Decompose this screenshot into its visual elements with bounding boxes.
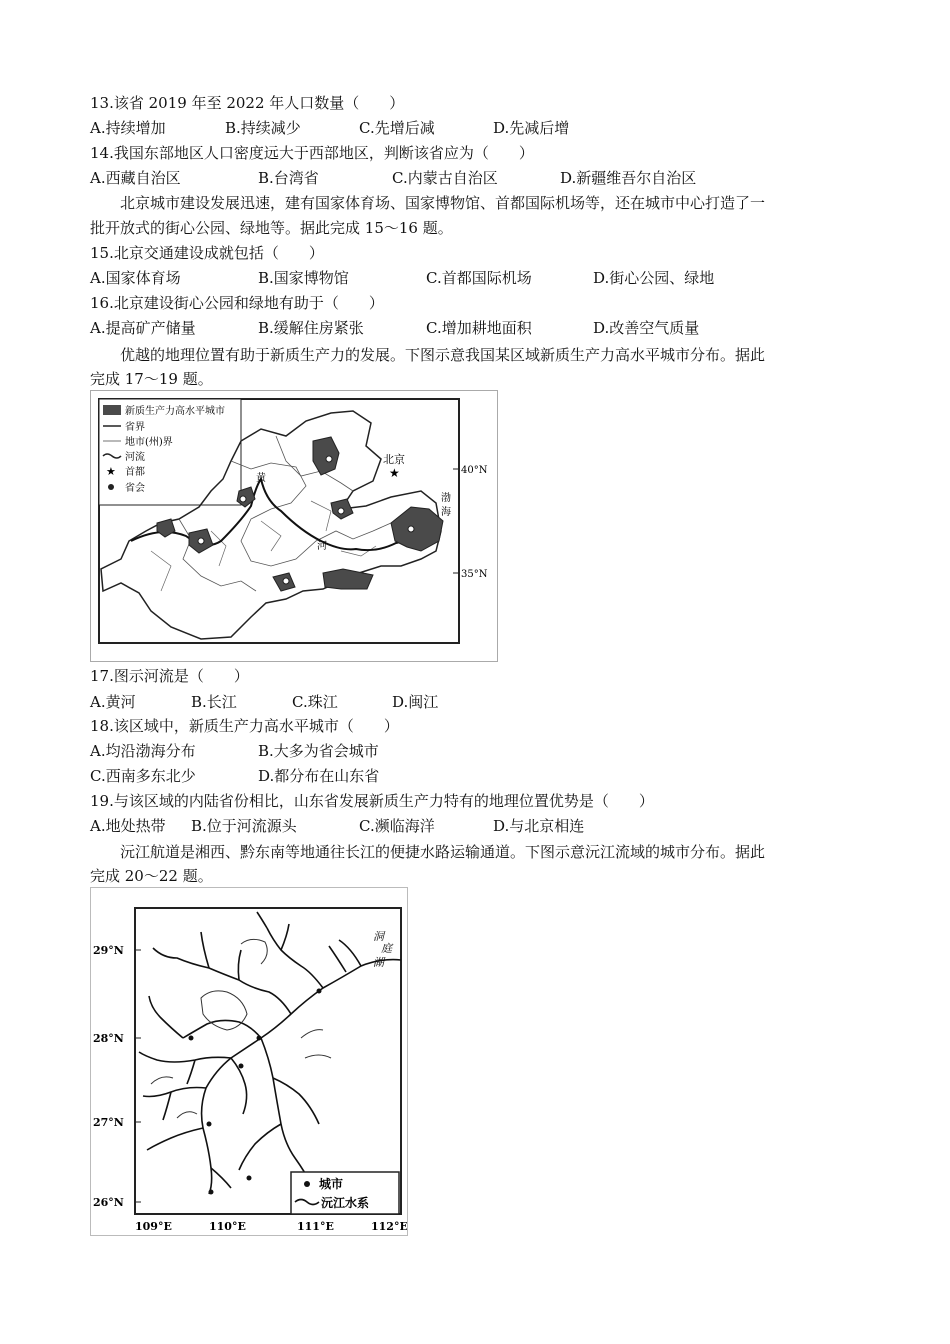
lon-112-label: 112°E [371, 1220, 407, 1233]
passage1-line2: 批开放式的街心公园、绿地等。据此完成 15～16 题。 [90, 219, 453, 237]
q15-option-c: C.首都国际机场 [426, 269, 532, 287]
q17-stem: 17.图示河流是（ ） [90, 667, 249, 685]
q13-option-c: C.先增后减 [359, 119, 435, 137]
q13-option-a: A.持续增加 [90, 119, 166, 137]
map1-legend [99, 399, 241, 505]
river-label-1: 黄 [256, 473, 266, 484]
q18-stem: 18.该区域中，新质生产力高水平城市（ ） [90, 717, 399, 735]
river-network [139, 912, 401, 1194]
legend-river: 河流 [125, 452, 145, 463]
q13-stem: 13.该省 2019 年至 2022 年人口数量（ ） [90, 94, 405, 112]
q15-option-d: D.街心公园、绿地 [593, 269, 715, 287]
q17-option-c: C.珠江 [292, 693, 338, 711]
river-label-2: 河 [317, 541, 327, 552]
q18-option-a: A.均沿渤海分布 [90, 742, 196, 760]
lake-label-1: 洞 [373, 930, 384, 943]
q16-stem: 16.北京建设街心公园和绿地有助于（ ） [90, 294, 384, 312]
q15-option-b: B.国家博物馆 [258, 269, 349, 287]
lon-110-label: 110°E [209, 1220, 246, 1233]
city-dot-icon [304, 1181, 310, 1187]
q16-option-d: D.改善空气质量 [593, 319, 700, 337]
q14-option-b: B.台湾省 [258, 169, 319, 187]
legend-river-label: 沅江水系 [321, 1196, 370, 1210]
legend-prefecture-border: 地市(州)界 [125, 437, 173, 448]
q17-option-a: A.黄河 [90, 693, 136, 711]
yuanjiang-map [90, 887, 408, 1236]
q15-stem: 15.北京交通建设成就包括（ ） [90, 244, 324, 262]
q14-option-d: D.新疆维吾尔自治区 [560, 169, 697, 187]
q19-option-b: B.位于河流源头 [191, 817, 297, 835]
legend-province-border: 省界 [125, 422, 145, 433]
lon-111-label: 111°E [297, 1220, 334, 1233]
lat-26-label: 26°N [93, 1196, 124, 1209]
q15-option-a: A.国家体育场 [90, 269, 181, 287]
lake-label-2: 庭 [381, 942, 392, 955]
region-map [90, 390, 498, 662]
q13-option-b: B.持续减少 [225, 119, 301, 137]
lat-40-label: 40°N [461, 465, 488, 476]
passage2-line2: 完成 17～19 题。 [90, 370, 213, 388]
passage3-line1: 沅江航道是湘西、黔东南等地通往长江的便捷水路运输通道。下图示意沅江流域的城市分布。据此 [120, 843, 766, 861]
legend-city-label: 城市 [319, 1177, 344, 1191]
lat-29-label: 29°N [93, 944, 124, 957]
q14-option-a: A.西藏自治区 [90, 169, 181, 187]
q18-option-b: B.大多为省会城市 [258, 742, 379, 760]
q19-option-a: A.地处热带 [90, 817, 166, 835]
q18-option-d: D.都分布在山东省 [258, 767, 380, 785]
river-tributaries [151, 939, 331, 1118]
beijing-label: 北京 [383, 453, 405, 466]
q16-option-a: A.提高矿产储量 [90, 319, 196, 337]
q14-option-c: C.内蒙古自治区 [392, 169, 498, 187]
q19-option-c: C.濒临海洋 [359, 817, 435, 835]
lat-27-label: 27°N [93, 1116, 124, 1129]
dot-icon [108, 484, 114, 490]
q17-option-d: D.闽江 [392, 693, 439, 711]
lon-109-label: 109°E [135, 1220, 172, 1233]
legend-provincial-capital: 省会 [125, 483, 145, 494]
bohai-label-2: 海 [441, 507, 451, 518]
q19-option-d: D.与北京相连 [493, 817, 585, 835]
q16-option-b: B.缓解住房紧张 [258, 319, 364, 337]
q14-stem: 14.我国东部地区人口密度远大于西部地区，判断该省应为（ ） [90, 144, 534, 162]
passage3-line2: 完成 20～22 题。 [90, 867, 213, 885]
capital-star-icon: ★ [389, 466, 400, 480]
map2-legend [291, 1172, 399, 1214]
q13-option-d: D.先减后增 [493, 119, 570, 137]
star-icon: ★ [106, 465, 116, 478]
q19-stem: 19.与该区域的内陆省份相比，山东省发展新质生产力特有的地理位置优势是（ ） [90, 792, 654, 810]
bohai-label-1: 渤 [441, 493, 451, 504]
legend-city: 新质生产力高水平城市 [125, 406, 225, 417]
legend-capital: 首都 [125, 467, 145, 478]
q16-option-c: C.增加耕地面积 [426, 319, 532, 337]
q17-option-b: B.长江 [191, 693, 237, 711]
lat-28-label: 28°N [93, 1032, 124, 1045]
legend-city-swatch [103, 405, 121, 415]
lat-35-label: 35°N [461, 569, 488, 580]
passage2-line1: 优越的地理位置有助于新质生产力的发展。下图示意我国某区域新质生产力高水平城市分布。据此 [120, 346, 766, 364]
q18-option-c: C.西南多东北少 [90, 767, 196, 785]
lake-label-3: 湖 [373, 956, 384, 969]
passage1-line1: 北京城市建设发展迅速，建有国家体育场、国家博物馆、首都国际机场等，还在城市中心打造了一 [120, 194, 766, 212]
